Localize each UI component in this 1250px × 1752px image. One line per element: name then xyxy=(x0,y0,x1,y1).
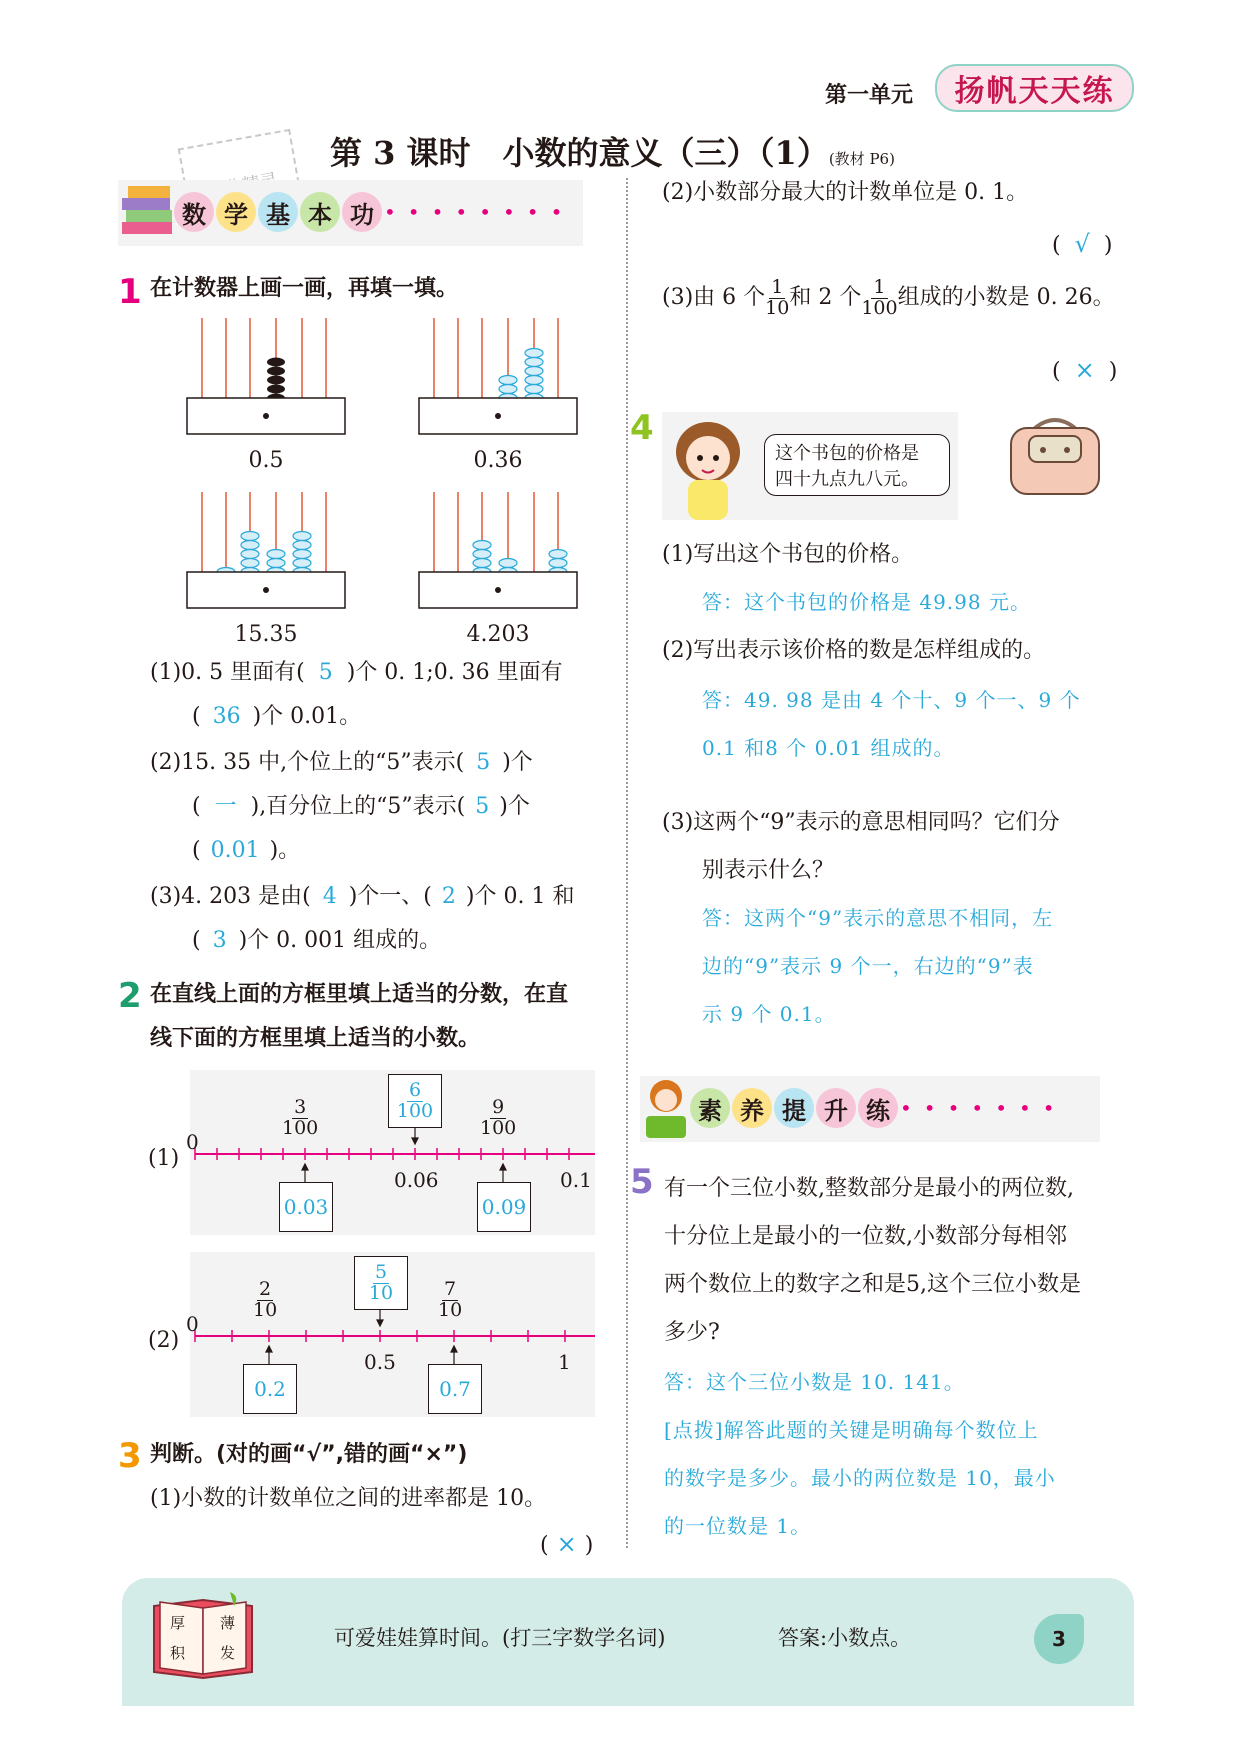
line2-mid: 0.5 xyxy=(364,1350,396,1374)
q4-sub-1: (1)写出这个书包的价格。 xyxy=(662,542,914,567)
q1-part2-text-d: ),百分位上的“5”表示( xyxy=(250,794,466,819)
q5-line-2: 十分位上是最小的一位数,小数部分每相邻 xyxy=(664,1224,1067,1249)
q4-sub-2: (2)写出表示该价格的数是怎样组成的。 xyxy=(662,638,1046,663)
abacus-4-label: 4.203 xyxy=(466,622,530,647)
q3-fraction-1 xyxy=(765,278,789,319)
q4-sub-3-line2: 别表示什么？ xyxy=(702,858,835,883)
line2-fraction-b-den: 10 xyxy=(368,1281,394,1304)
q1-part1-answer-2: 36 xyxy=(212,704,241,729)
column-divider xyxy=(626,178,628,1548)
speech-bubble xyxy=(764,434,950,496)
line1-label: (1) xyxy=(148,1146,180,1171)
q1-part3-text-a: (3)4. 203 是由( xyxy=(150,884,311,909)
q1-part3-answer-1: 4 xyxy=(322,884,337,909)
line2-fraction-c-den: 10 xyxy=(438,1298,463,1321)
q3-statement-2: (2)小数部分最大的计数单位是 0. 1。 xyxy=(662,180,1029,205)
abacus-2-label: 0.36 xyxy=(473,448,523,473)
q3-fraction-1-num: 1 xyxy=(771,276,784,298)
q3-answer-3-paren-r: ) xyxy=(1108,359,1118,384)
line1-fraction-c-num: 9 xyxy=(492,1096,505,1118)
q3-statement-3-text-b: 和 2 个 xyxy=(789,285,862,311)
series-title: 扬帆天天练 xyxy=(954,74,1115,109)
q1-part1-text-b: )个 0. 1;0. 36 里面有 xyxy=(346,660,563,685)
q3-fraction-2-num: 1 xyxy=(873,276,886,298)
q3-statement-3-text-c: 组成的小数是 0. 26。 xyxy=(897,285,1115,311)
line2-fraction-b-box xyxy=(354,1256,408,1310)
q3-fraction-2-den: 100 xyxy=(861,296,898,319)
line2-fraction-b xyxy=(368,1260,394,1304)
section-advanced-char-3: 提 xyxy=(774,1088,814,1128)
q5-line-1: 有一个三位小数,整数部分是最小的两位数, xyxy=(664,1176,1074,1201)
q2-prompt-line2: 线下面的方框里填上适当的小数。 xyxy=(150,1026,481,1051)
line1-decimal-c: 0.09 xyxy=(481,1195,527,1219)
q3-statement-3-text-a: (3)由 6 个 xyxy=(662,285,766,311)
line2-fraction-a-den: 10 xyxy=(253,1298,278,1321)
q4-number: 4 xyxy=(630,408,654,448)
line1-decimal-c-box xyxy=(477,1182,531,1232)
q1-part2-answer-1: 5 xyxy=(476,750,491,775)
title-ref: (教材 P6) xyxy=(828,150,895,168)
abacus-1 xyxy=(186,318,346,438)
q1-prompt: 在计数器上画一画，再填一填。 xyxy=(150,276,459,301)
q1-part2-line3 xyxy=(192,840,300,862)
q1-part1-text-d: )个 0.01。 xyxy=(252,704,362,729)
q3-prompt: 判断。(对的画“√”,错的画“×”) xyxy=(150,1442,468,1467)
line2-fraction-a xyxy=(253,1280,277,1321)
q1-part2-answer-2: 一 xyxy=(214,794,237,819)
q5-answer: 答：这个三位小数是 10. 141。 xyxy=(664,1370,965,1394)
abacus-2 xyxy=(418,318,578,438)
bubble-line-2: 四十九点九八元。 xyxy=(775,469,919,490)
abacus-1-label: 0.5 xyxy=(248,448,284,473)
page-number: 3 xyxy=(1052,1627,1066,1651)
q4-answer-1: 答：这个书包的价格是 49.98 元。 xyxy=(702,590,1031,614)
q1-part2-answer-3: 5 xyxy=(475,794,490,819)
abacus-3 xyxy=(186,492,346,612)
q4-answer-3-line3: 示 9 个 0.1。 xyxy=(702,1002,836,1026)
page-title xyxy=(330,128,895,174)
line1-decimal-a-box xyxy=(279,1182,333,1232)
q1-part3-text-d: ( xyxy=(192,928,201,953)
line2-decimal-c-box xyxy=(428,1364,482,1414)
q4-answer-2-line1: 答：49. 98 是由 4 个十、9 个一、9 个 xyxy=(702,688,1081,712)
q1-part2-text-c: ( xyxy=(192,794,201,819)
line1-fraction-a-num: 3 xyxy=(294,1096,307,1118)
q1-part2-text-g: )。 xyxy=(269,838,301,863)
section-advanced-char-5: 练 xyxy=(858,1088,898,1128)
footer-riddle: 可爱娃娃算时间。(打三字数学名词) xyxy=(334,1626,666,1650)
backpack-icon xyxy=(1005,414,1105,498)
line1-fraction-a-den: 100 xyxy=(282,1116,319,1139)
line1-fraction-a xyxy=(282,1098,318,1139)
q1-part1-answer-1: 5 xyxy=(318,660,333,685)
book-char-3: 积 xyxy=(170,1644,186,1662)
line2-decimal-c: 0.7 xyxy=(439,1377,471,1401)
line2-end: 1 xyxy=(558,1350,571,1374)
q1-part1-text-a: (1)0. 5 里面有( xyxy=(150,660,305,685)
q1-part2-text-e: )个 xyxy=(499,794,530,819)
q1-part1-line1 xyxy=(150,662,563,684)
q5-line-3: 两个数位上的数字之和是5,这个三位小数是 xyxy=(664,1272,1081,1297)
q3-statement-3 xyxy=(662,278,1115,319)
line2-fraction-a-num: 2 xyxy=(259,1278,272,1300)
section-basic-char-3: 基 xyxy=(258,192,298,232)
q3-fraction-2 xyxy=(861,278,897,319)
q1-part3-text-b: )个一、( xyxy=(348,884,432,909)
section-advanced-title xyxy=(690,1088,1067,1128)
q3-answer-1-paren-l: ( xyxy=(540,1533,549,1558)
line1-end: 0.1 xyxy=(560,1168,592,1192)
section-basic-dots: •••••••• xyxy=(384,200,575,224)
line2-fraction-c-num: 7 xyxy=(444,1278,457,1300)
abacus-4 xyxy=(418,492,578,612)
q3-answer-2-paren-r: ) xyxy=(1103,233,1113,258)
q3-number: 3 xyxy=(118,1436,142,1476)
girl-icon xyxy=(666,416,750,520)
line1-fraction-b-box xyxy=(388,1074,442,1128)
section-advanced-char-2: 养 xyxy=(732,1088,772,1128)
section-advanced xyxy=(640,1076,1100,1142)
section-basic-char-1: 数 xyxy=(174,192,214,232)
section-basic-char-2: 学 xyxy=(216,192,256,232)
section-basic xyxy=(118,180,583,246)
number-line-1 xyxy=(148,1070,595,1235)
q5-tip-line-2: 的数字是多少。最小的两位数是 10，最小 xyxy=(664,1466,1056,1490)
q1-part2-line1 xyxy=(150,752,533,774)
abacus-3-label: 15.35 xyxy=(234,622,298,647)
q1-part3-text-c: )个 0. 1 和 xyxy=(465,884,575,909)
line1-decimal-a: 0.03 xyxy=(283,1195,329,1219)
line1-fraction-c xyxy=(480,1098,516,1139)
line2-decimal-a-box xyxy=(243,1364,297,1414)
open-book-icon xyxy=(148,1590,258,1686)
q1-part2-text-a: (2)15. 35 中,个位上的“5”表示( xyxy=(150,750,465,775)
q1-part3-line2 xyxy=(192,930,441,952)
q4-answer-3-line2: 边的“9”表示 9 个一，右边的“9”表 xyxy=(702,954,1034,978)
series-badge xyxy=(935,64,1134,112)
bubble-line-1: 这个书包的价格是 xyxy=(775,443,919,464)
reading-girl-icon xyxy=(640,1076,692,1142)
q1-part2-text-f: ( xyxy=(192,838,201,863)
section-advanced-char-4: 升 xyxy=(816,1088,856,1128)
line2-decimal-a: 0.2 xyxy=(254,1377,286,1401)
q3-statement-1: (1)小数的计数单位之间的进率都是 10。 xyxy=(150,1486,547,1511)
page-number-leaf xyxy=(1034,1614,1084,1664)
q4-answer-3-line1: 答：这两个“9”表示的意思不相同，左 xyxy=(702,906,1054,930)
q3-answer-1-row xyxy=(540,1532,593,1557)
q1-part1-text-c: ( xyxy=(192,704,201,729)
line2-fraction-b-num: 5 xyxy=(374,1260,388,1283)
q5-number: 5 xyxy=(630,1162,654,1202)
q3-answer-2-row xyxy=(1052,232,1112,257)
q3-answer-2: √ xyxy=(1074,230,1090,258)
q3-answer-3: × xyxy=(1074,356,1095,384)
line2-label: (2) xyxy=(148,1328,180,1353)
q1-number: 1 xyxy=(118,272,142,312)
q2-number: 2 xyxy=(118,976,142,1016)
q3-fraction-1-den: 10 xyxy=(765,296,790,319)
q4-sub-3-line1: (3)这两个“9”表示的意思相同吗？它们分 xyxy=(662,810,1060,835)
q3-answer-3-paren-l: ( xyxy=(1052,359,1061,384)
book-char-1: 厚 xyxy=(170,1614,186,1632)
book-char-4: 发 xyxy=(220,1644,236,1662)
line1-fraction-b-den: 100 xyxy=(396,1099,434,1122)
line2-start: 0 xyxy=(186,1312,199,1336)
line2-fraction-c xyxy=(438,1280,462,1321)
line1-fraction-c-den: 100 xyxy=(480,1116,517,1139)
q3-answer-1-paren-r: ) xyxy=(584,1533,594,1558)
section-advanced-dots: ••••••• xyxy=(900,1096,1067,1120)
q1-part2-answer-4: 0.01 xyxy=(210,838,260,863)
q5-line-4: 多少? xyxy=(664,1320,720,1345)
line1-fraction-b xyxy=(396,1078,434,1122)
line1-mid: 0.06 xyxy=(394,1168,439,1192)
unit-label: 第一单元 xyxy=(825,83,914,108)
q1-part3-answer-3: 3 xyxy=(212,928,227,953)
line1-start: 0 xyxy=(186,1130,199,1154)
q4-answer-2-line2: 0.1 和8 个 0.01 组成的。 xyxy=(702,736,955,760)
q3-answer-2-paren-l: ( xyxy=(1052,233,1061,258)
q3-answer-1: × xyxy=(556,1530,577,1558)
q1-part2-line2 xyxy=(192,796,530,818)
q3-answer-3-row xyxy=(1052,358,1117,383)
number-line-2 xyxy=(148,1252,595,1417)
q5-tip-line-1: [点拨]解答此题的关键是明确每个数位上 xyxy=(664,1418,1039,1442)
book-char-2: 薄 xyxy=(220,1614,236,1632)
q2-prompt-line1: 在直线上面的方框里填上适当的分数，在直 xyxy=(150,982,569,1007)
footer-answer: 答案:小数点。 xyxy=(778,1626,912,1650)
q4-scene xyxy=(662,412,958,520)
books-icon xyxy=(120,182,176,242)
q1-part1-line2 xyxy=(192,706,361,728)
title-main: 第 3 课时 小数的意义（三）（1） xyxy=(330,134,829,172)
q1-part3-text-e: )个 0. 001 组成的。 xyxy=(238,928,442,953)
q1-part3-line1 xyxy=(150,886,574,908)
q1-part3-answer-2: 2 xyxy=(441,884,456,909)
section-advanced-char-1: 素 xyxy=(690,1088,730,1128)
section-basic-title xyxy=(174,192,574,232)
line1-fraction-b-num: 6 xyxy=(408,1078,422,1101)
q1-part2-text-b: )个 xyxy=(502,750,533,775)
q5-tip-line-3: 的一位数是 1。 xyxy=(664,1514,812,1538)
section-basic-char-4: 本 xyxy=(300,192,340,232)
section-basic-char-5: 功 xyxy=(342,192,382,232)
